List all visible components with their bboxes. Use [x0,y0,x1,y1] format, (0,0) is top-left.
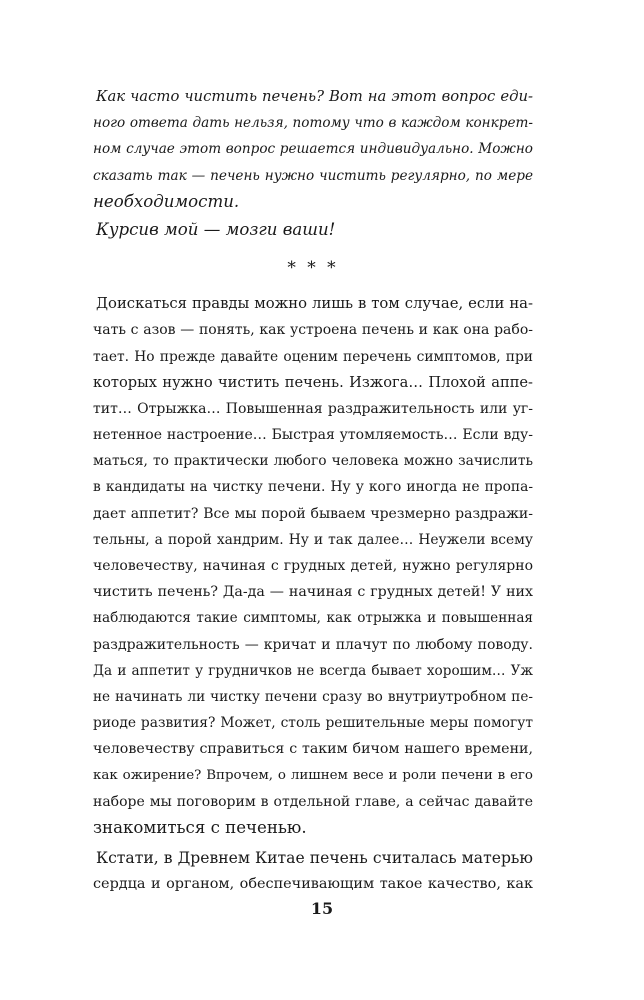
paragraph-line: которых нужно чистить печень. Изжога… Плохой аппе- [93,373,533,391]
paragraph-line: в кандидаты на чистку печени. Ну у кого иногда не пропа- [93,479,533,496]
paragraph-line: наблюдаются такие симптомы, как отрыжка и повышенная [93,610,533,627]
italic-note: Курсив мой — мозги ваши! [96,219,336,239]
paragraph-line: Кстати, в Древнем Китае печень считалась матерью [96,849,533,868]
paragraph-line: тельны, а порой хандрим. Ну и так далее… Неужели всему [93,531,533,548]
paragraph-line: не начинать ли чистку печени сразу во внутриутробном пе- [93,688,533,705]
paragraph-line: знакомиться с печенью. [93,817,307,837]
section-separator: * * * [287,258,339,279]
paragraph-line: тит… Отрыжка… Повышенная раздражительность или уг- [93,400,533,417]
italic-quote [93,84,533,215]
quote-line: сказать так — печень нужно чистить регулярно, по мере [93,167,533,184]
paragraph-line: чистить печень? Да-да — начиная с грудных детей! У них [93,584,533,601]
paragraph-line: нетенное настроение… Быстрая утомляемость… Если вду- [93,427,533,444]
page-number: 15 [310,899,334,918]
quote-line: ного ответа дать нельзя, потому что в каждом конкрет- [93,115,533,132]
book-page [93,84,533,897]
quote-line: Как часто чистить печень? Вот на этот вопрос еди- [96,88,533,105]
paragraph-line: человечеству справиться с таким бичом нашего времени, [93,741,533,758]
paragraph-line: наборе мы поговорим в отдельной главе, а сейчас давайте [93,793,533,810]
italic-note-block [93,217,533,243]
paragraph-line: маться, то практически любого человека можно зачислить [93,453,533,470]
paragraph-line: чать с азов — понять, как устроена печень и как она рабо- [93,322,533,339]
paragraph-line: Доискаться правды можно лишь в том случае, если на- [96,295,533,313]
quote-line: необходимости. [93,191,240,211]
paragraph-line: раздражительность — кричат и плачут по любому поводу. [93,636,533,653]
paragraph-line: дает аппетит? Все мы порой бываем чрезмерно раздражи- [93,505,533,522]
paragraph-line: сердца и органом, обеспечивающим такое качество, как [93,876,533,893]
paragraph-line: Да и аппетит у грудничков не всегда бывает хорошим… Уж [93,662,533,679]
paragraph-2 [93,845,533,897]
paragraph-1 [93,291,533,841]
paragraph-line: как ожирение? Впрочем, о лишнем весе и роли печени в его [93,767,533,783]
paragraph-line: человечеству, начиная с грудных детей, нужно регулярно [93,558,533,574]
paragraph-line: риоде развития? Может, столь решительные меры помогут [93,715,533,732]
paragraph-line: тает. Но прежде давайте оценим перечень симптомов, при [93,348,533,365]
quote-line: ном случае этот вопрос решается индивидуально. Можно [93,141,533,158]
